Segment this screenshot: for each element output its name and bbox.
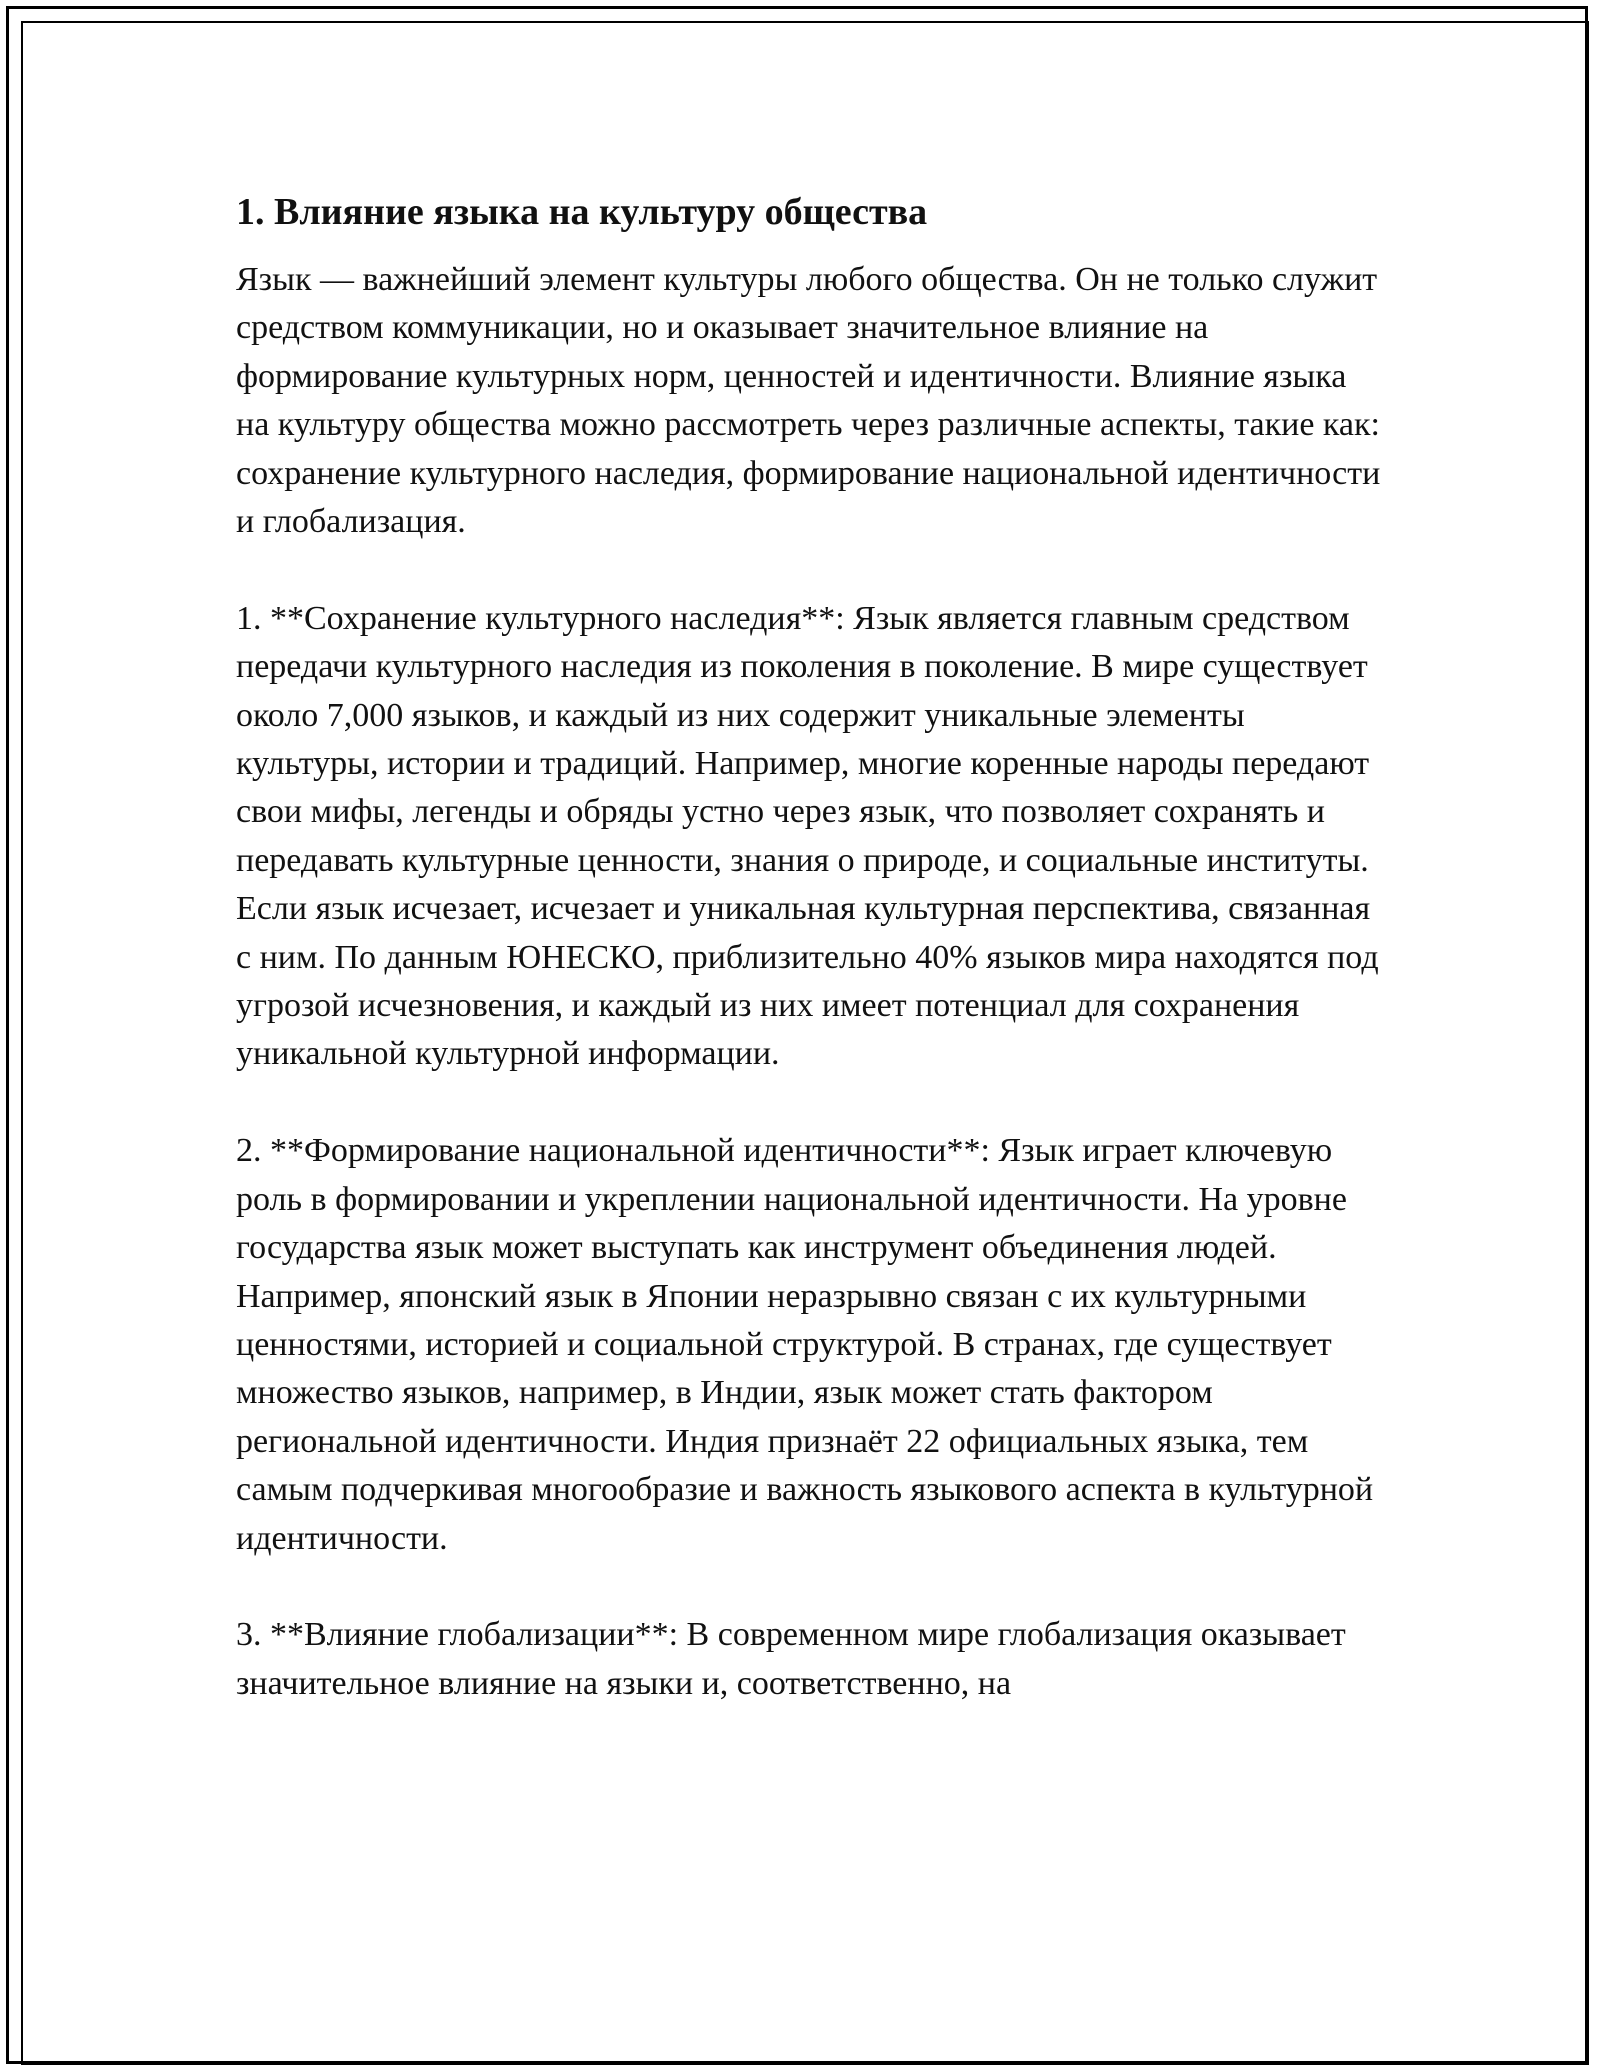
paragraph-globalization: 3. **Влияние глобализации**: В современном мире глобализация оказывает значительное влияние на языки и, соответственно, на bbox=[236, 1616, 1346, 1702]
document-body bbox=[236, 186, 1386, 1757]
paragraph-cultural-heritage: 1. **Сохранение культурного наследия**: Язык является главным средством передачи культурного наследия из поколения в поколение. В мире существует около 7,000 языков, и каждый из них содержит уникальные элементы культуры, истории и традиций. Например, многие коренные народы передают свои мифы, легенды и обряды устно через язык, что позволяет сохранять и передавать культурные ценности, знания о природе, и социальные институты. Если язык исчезает, исчезает и уникальная культурная перспектива, связанная с ним. По данным ЮНЕСКО, приблизительно 40% языков мира находятся под угрозой исчезновения, и каждый из них имеет потенциал для сохранения уникальной культурной информации. bbox=[236, 599, 1379, 1073]
section-heading: 1. Влияние языка на культуру общества bbox=[236, 191, 928, 233]
paragraph-national-identity: 2. **Формирование национальной идентичности**: Язык играет ключевую роль в формировании и укреплении национальной идентичности. На уровне государства язык может выступать как инструмент объединения людей. Например, японский язык в Японии неразрывно связан с их культурными ценностями, историей и социальной структурой. В странах, где существует множество языков, например, в Индии, язык может стать фактором региональной идентичности. Индия признаёт 22 официальных языка, тем самым подчеркивая многообразие и важность языкового аспекта в культурной идентичности. bbox=[236, 1132, 1374, 1557]
intro-paragraph: Язык — важнейший элемент культуры любого общества. Он не только служит средством коммуникации, но и оказывает значительное влияние на формирование культурных норм, ценностей и идентичности. Влияние языка на культуру общества можно рассмотреть через различные аспекты, такие как: сохранение культурного наследия, формирование национальной идентичности и глобализация. bbox=[236, 261, 1381, 541]
